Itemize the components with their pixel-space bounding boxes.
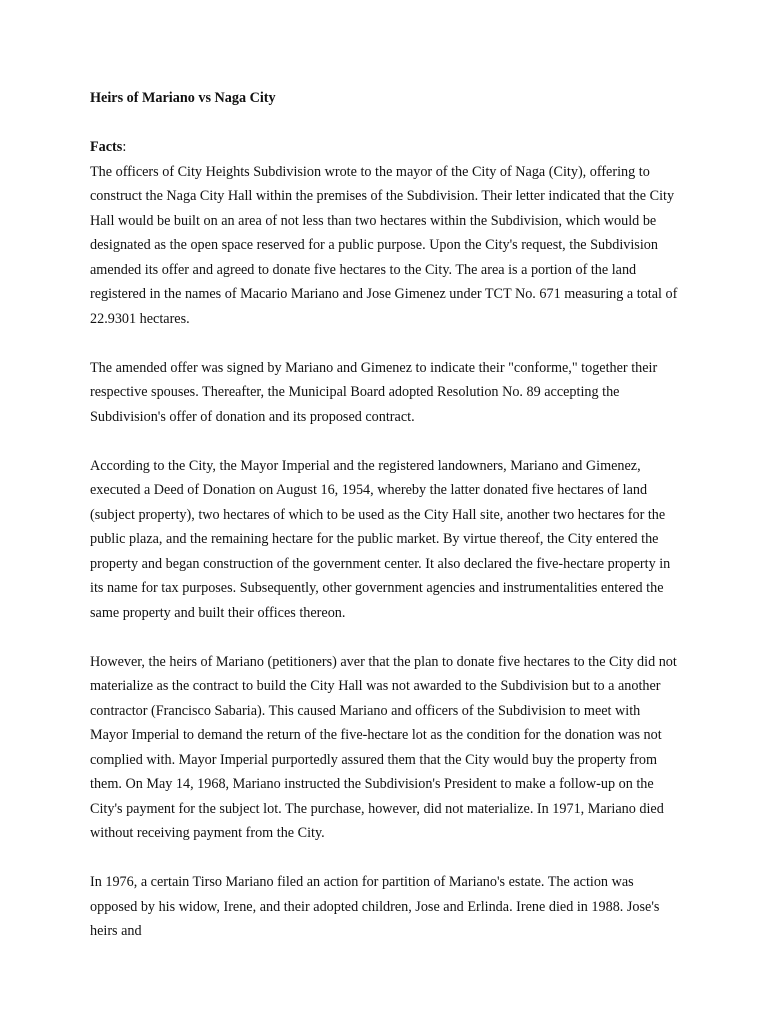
paragraph-5: In 1976, a certain Tirso Mariano filed an action for partition of Mariano's estate. The action was opposed by his widow, Irene, and their adopted children, Jose and Erlinda. Irene died in 1988. Jose's heirs and <box>90 874 660 939</box>
facts-label: Facts <box>90 139 123 155</box>
document-body <box>90 86 680 968</box>
paragraph-1: The officers of City Heights Subdivision wrote to the mayor of the City of Naga (City), offering to construct the Naga City Hall within the premises of the Subdivision. Their letter indicated that the City Hall would be built on an area of not less than two hectares within the Subdivision, which would be designated as the open space reserved for a public purpose. Upon the City's request, the Subdivision amended its offer and agreed to donate five hectares to the City. The area is a portion of the land registered in the names of Macario Mariano and Jose Gimenez under TCT No. 671 measuring a total of 22.9301 hectares. <box>90 163 678 327</box>
document-title: Heirs of Mariano vs Naga City <box>90 90 276 106</box>
paragraph-4: However, the heirs of Mariano (petitioners) aver that the plan to donate five hectares to the City did not materialize as the contract to build the City Hall was not awarded to the Subdivision but to a another contractor (Francisco Sabaria). This caused Mariano and officers of the Subdivision to meet with Mayor Imperial to demand the return of the five-hectare lot as the condition for the donation was not complied with. Mayor Imperial purportedly assured them that the City would buy the property from them. On May 14, 1968, Mariano instructed the Subdivision's President to make a follow-up on the City's payment for the subject lot. The purchase, however, did not materialize. In 1971, Mariano died without receiving payment from the City. <box>90 653 677 841</box>
facts-colon: : <box>122 139 127 155</box>
paragraph-2: The amended offer was signed by Mariano and Gimenez to indicate their "conforme," together their respective spouses. Thereafter, the Municipal Board adopted Resolution No. 89 accepting the Subdivision's offer of donation and its proposed contract. <box>90 359 658 425</box>
paragraph-3: According to the City, the Mayor Imperial and the registered landowners, Mariano and Gimenez, executed a Deed of Donation on August 16, 1954, whereby the latter donated five hectares of land (subject property), two hectares of which to be used as the City Hall site, another two hectares for the public plaza, and the remaining hectare for the public market. By virtue thereof, the City entered the property and began construction of the government center. It also declared the five-hectare property in its name for tax purposes. Subsequently, other government agencies and instrumentalities entered the same property and built their offices thereon. <box>90 457 671 621</box>
facts-heading <box>90 135 680 160</box>
